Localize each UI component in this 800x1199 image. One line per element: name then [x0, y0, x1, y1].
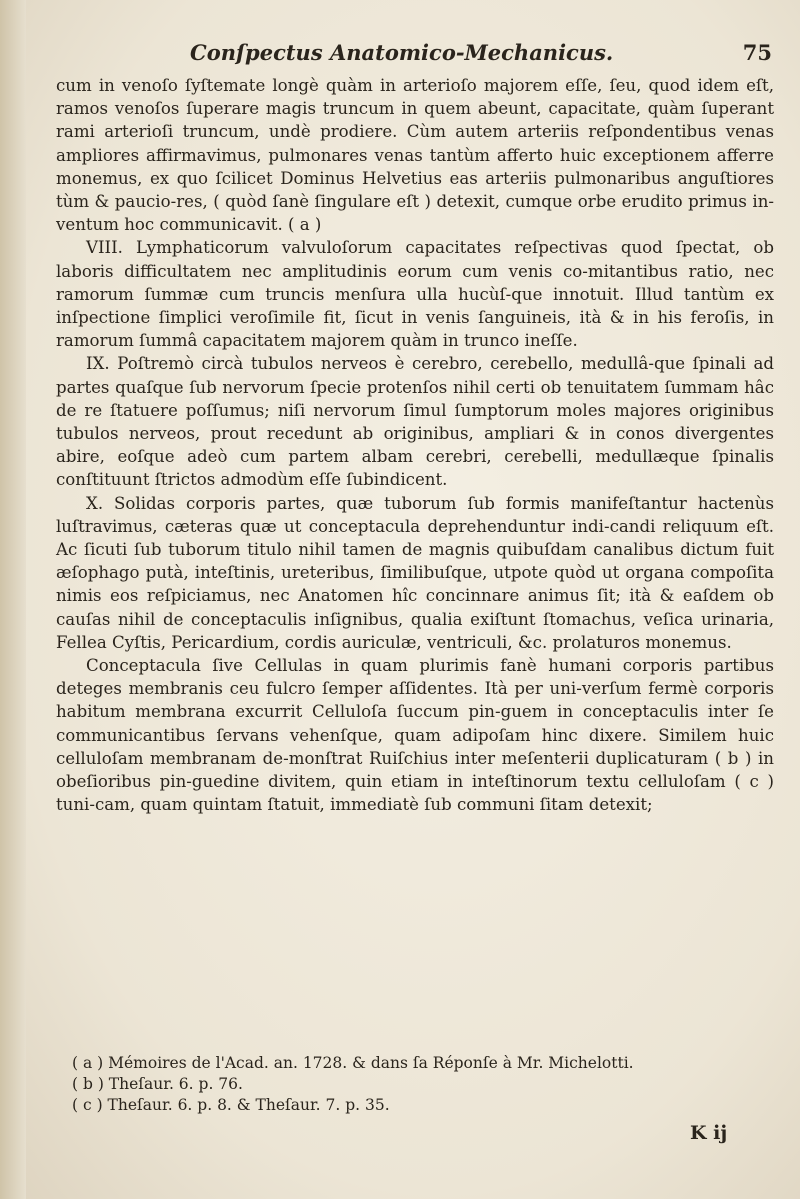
paragraph-continuation: cum in venoſo ſyſtemate longè quàm in arterioſo majorem eſſe, ſeu, quod idem eſt, ramos venoſos ſuperare magis truncum in quem abeunt, capacitate, quàm ſuperant rami arterioſi truncum, undè prodiere. Cùm autem arteriis reſpondentibus venas ampliores affirmavimus, pulmonares venas tantùm afferto huic exceptionem afferre monemus, ex quo ſcilicet Dominus Helvetius eas arteriis pulmonaribus anguſtiores tùm & paucio-res, ( quòd ſanè ſingulare eſt ) detexit, cumque orbe erudito primus in-ventum hoc communicavit. ( a )	[56, 76, 774, 235]
footnote-b: ( b ) Theſaur. 6. p. 76.	[72, 1075, 243, 1093]
paragraph-section-9: IX. Poſtremò circà tubulos nerveos è cerebro, cerebello, medullâ-que ſpinali ad partes quaſque ſub nervorum ſpecie protenſos nihil certi ob tenuitatem ſummam hâc de re ſtatuere poſſumus; niſi nervorum ſimul ſumptorum moles majores originibus tubulos nerveos, prout recedunt ab originibus, ampliari & in conos divergentes abire, eoſque adeò cum partem albam cerebri, cerebelli, medullæque ſpinalis conſtituunt ſtrictos admodùm eſſe ſubindicent.	[56, 354, 774, 490]
running-header	[190, 40, 772, 74]
footnotes	[72, 1053, 762, 1116]
paragraph-section-8: VIII. Lymphaticorum valvuloſorum capacitates reſpectivas quod ſpectat, ob laboris difficultatem nec amplitudinis eorum cum venis co-mitantibus ratio, nec ramorum ſummæ cum truncis menſura ulla hucùſ-que innotuit. Illud tantùm ex inſpectione ſimplici veroſimile fit, ſicut in venis ſanguineis, ità & in his feroſis, in ramorum ſummâ capacitatem majorem quàm in trunco ineſſe.	[56, 238, 774, 351]
page-number: 75	[742, 40, 772, 65]
paragraph-section-10: X. Solidas corporis partes, quæ tuborum ſub formis manifeſtantur hactenùs luſtravimus, cæteras quæ ut conceptacula deprehenduntur indi-candi reliquum eſt. Ac ſicuti ſub tuborum titulo nihil tamen de magnis quibuſdam canalibus dictum fuit æſophago putà, inteſtinis, ureteribus, ſimilibuſque, utpote quòd ut organa compoſita nimis eos reſpiciamus, nec Anatomen hîc concinnare animus ſit; ità & eaſdem ob cauſas nihil de conceptaculis inſignibus, qualia exiſtunt ſtomachus, veſica urinaria, Fellea Cyſtis, Pericardium, cordis auriculæ, ventriculi, &c. prolaturos monemus.	[56, 493, 774, 652]
signature-mark: K ij	[690, 1122, 728, 1144]
main-text	[56, 74, 774, 817]
paragraph-conceptacula: Conceptacula ſive Cellulas in quam plurimis fanè humani corporis partibus deteges membranis ceu fulcro ſemper aſſidentes. Ità per uni-verſum fermè corporis habitum membrana excurrit Celluloſa ſuccum pin-guem in conceptaculis inter ſe communicantibus ſervans vehenſque, quam adipoſam hinc dixere. Similem huic celluloſam membranam de-monſtrat Ruiſchius inter meſenterii duplicaturam ( b ) in obeſioribus pin-guedine divitem, quin etiam in inteſtinorum textu celluloſam ( c ) tuni-cam, quam quintam ſtatuit, immediatè ſub communi ſitam detexit;	[56, 656, 774, 815]
footnote-c: ( c ) Theſaur. 6. p. 8. & Theſaur. 7. p. 35.	[72, 1096, 390, 1114]
footnote-a: ( a ) Mémoires de l'Acad. an. 1728. & dans ſa Réponſe à Mr. Michelotti.	[72, 1054, 634, 1072]
running-title: Conſpectus Anatomico-Mechanicus.	[190, 40, 614, 65]
page-binding-edge	[0, 0, 26, 1199]
